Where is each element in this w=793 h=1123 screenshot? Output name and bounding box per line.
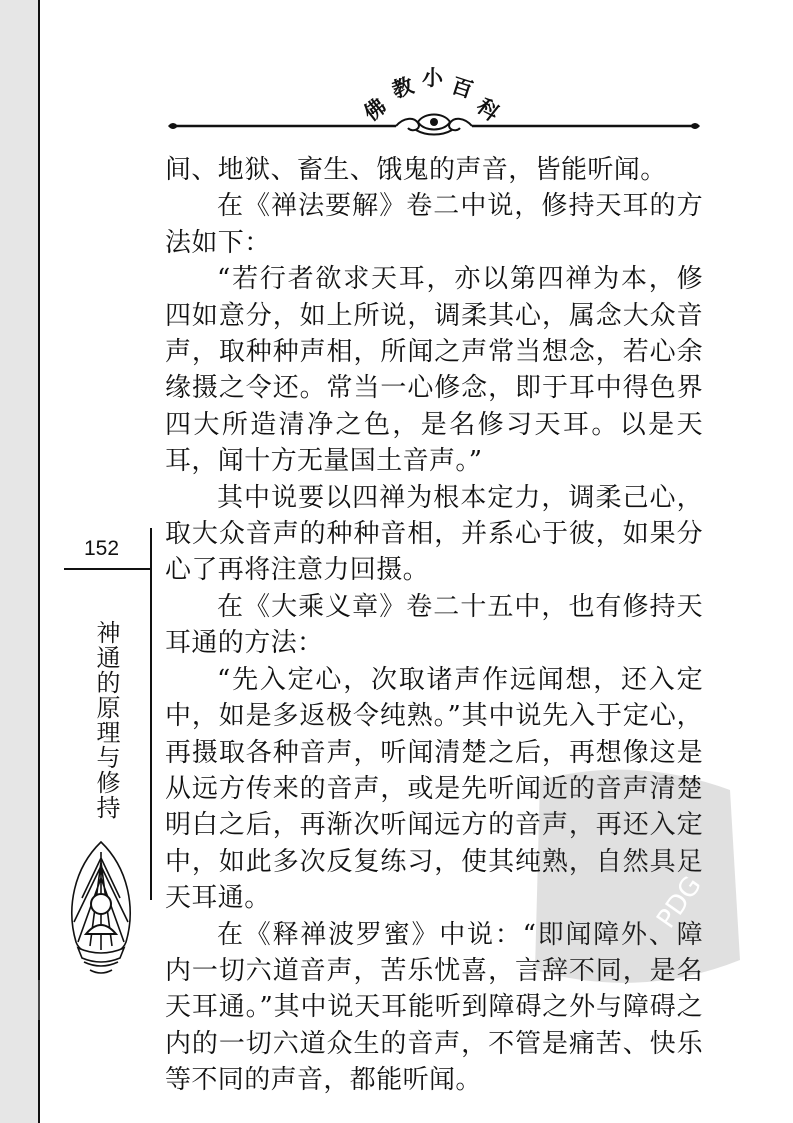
paragraph-7: 在《释禅波罗蜜》中说：“即闻障外、障内一切六道音声，苦乐忧喜，言辞不同，是名天耳通。”其中说天耳能听到障碍之外与障碍之内的一切六道众生的音声，不管是痛苦、快乐等不同的声音，都能听闻。 xyxy=(165,919,703,1096)
page-number: 152 xyxy=(84,537,120,560)
title-char-3: 小 xyxy=(422,66,443,90)
title-char-4: 百 xyxy=(448,73,476,103)
header-ornament-rule xyxy=(166,112,702,138)
paragraph-1: 间、地狱、畜生、饿鬼的声音，皆能听闻。 xyxy=(165,155,667,185)
title-char-1: 佛 xyxy=(359,93,391,126)
watermark-stamp xyxy=(520,760,750,1000)
title-char-5: 科 xyxy=(472,93,504,126)
chapter-title: 神通的原理与修持 xyxy=(92,620,120,820)
buddha-emblem-icon xyxy=(60,838,142,980)
margin-rule-horizontal xyxy=(64,568,152,570)
title-char-2: 教 xyxy=(389,73,417,103)
lower-margin-rule xyxy=(38,980,40,1020)
paragraph-6: “先入定心，次取诸声作远闻想，还入定中，如是多返极令纯熟。”其中说先入于定心，再摄取各种音声，听闻清楚之后，再想像这是从远方传来的音声，或是先听闻近的音声清楚明白之后，再渐次听闻远方的音声，再还入定中，如此多次反复练习，使其纯熟，自然具足天耳通。 xyxy=(165,664,703,914)
scan-left-edge xyxy=(0,0,40,1123)
margin-rule-vertical xyxy=(150,528,152,900)
paragraph-4: 其中说要以四禅为根本定力，调柔己心，取大众音声的种种音相，并系心于彼，如果分心了再将注意力回摄。 xyxy=(165,482,703,586)
paragraph-3: “若行者欲求天耳，亦以第四禅为本，修四如意分，如上所说，调柔其心，属念大众音声，取种种声相，所闻之声常当想念，若心余缘摄之令还。常当一心修念，即于耳中得色界四大所造清净之色，是名修习天耳。以是天耳，闻十方无量国土音声。” xyxy=(165,264,703,477)
paragraph-5: 在《大乘义章》卷二十五中，也有修持天耳通的方法： xyxy=(165,591,703,659)
paragraph-2: 在《禅法要解》卷二中说，修持天耳的方法如下： xyxy=(165,191,703,258)
watermark-text: PDG xyxy=(651,871,708,935)
